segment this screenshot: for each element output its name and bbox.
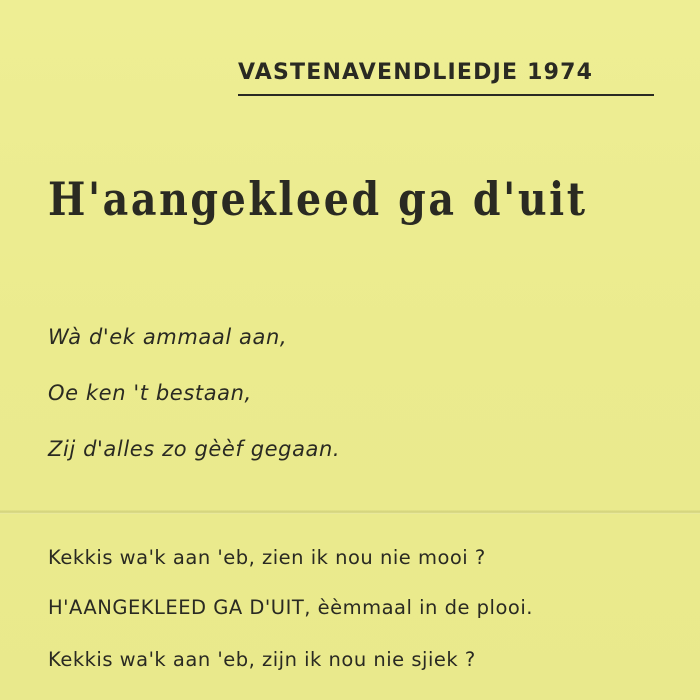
chorus-line-3: Kekkis wa'k aan 'eb, zijn ik nou nie sjiek ? <box>48 648 476 671</box>
song-title: H'aangekleed ga d'uit <box>48 172 588 226</box>
verse-line-1: Wà d'ek ammaal aan, <box>48 325 288 349</box>
sheet-header <box>238 60 654 96</box>
header-title: VASTENAVENDLIEDJE 1974 <box>238 60 594 85</box>
verse-line-3: Zij d'alles zo gèèf gegaan. <box>48 437 341 461</box>
verse-line-2: Oe ken 't bestaan, <box>48 381 252 405</box>
header-underline <box>238 94 654 96</box>
chorus-line-2: H'AANGEKLEED GA D'UIT, èèmmaal in de plooi. <box>48 596 533 619</box>
chorus-line-1: Kekkis wa'k aan 'eb, zien ik nou nie mooi ? <box>48 546 486 569</box>
paper-fold-crease <box>0 510 700 514</box>
